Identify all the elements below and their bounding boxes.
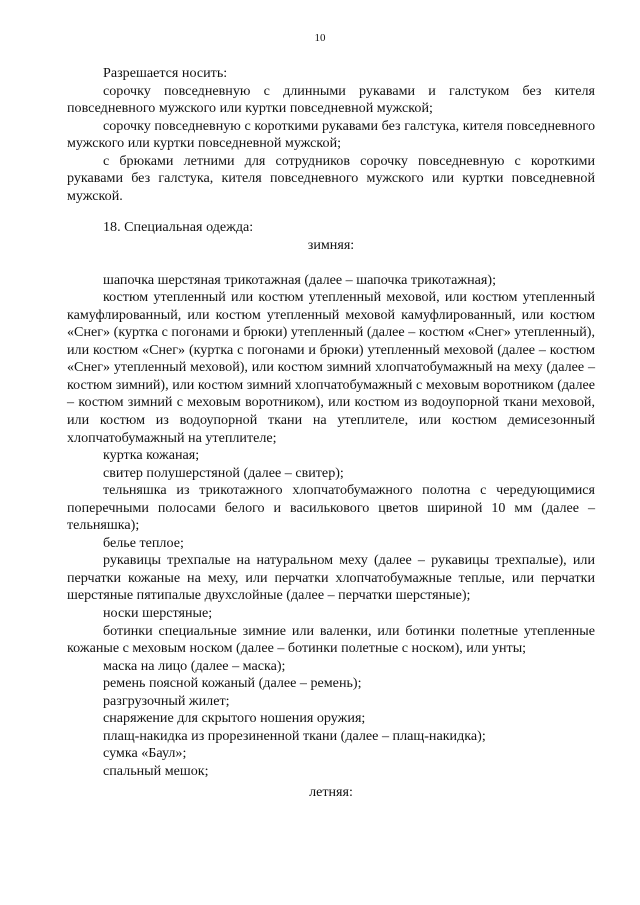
- winter-heading: зимняя:: [307, 236, 355, 253]
- winter-item: носки шерстяные;: [103, 604, 213, 621]
- winter-item: ремень поясной кожаный (далее – ремень);: [103, 675, 362, 692]
- winter-item: тельняшка из трикотажного хлопчатобумажного полотна с чередующимися поперечными полосами белого и василькового цветов шириной 10 мм (далее – тельняшка);: [67, 482, 595, 534]
- winter-item: снаряжение для скрытого ношения оружия;: [103, 710, 366, 727]
- summer-heading: летняя:: [309, 784, 353, 801]
- winter-item: маска на лицо (далее – маска);: [103, 657, 286, 674]
- allowed-item: с брюками летними для сотрудников сорочку повседневную с короткими рукавами без галстука, кителя повседневного мужского или куртки повседневной мужской.: [67, 152, 595, 204]
- allowed-item: сорочку повседневную с короткими рукавами без галстука, кителя повседневного мужского или куртки повседневной мужской;: [67, 117, 595, 152]
- winter-item: рукавицы трехпалые на натуральном меху (далее – рукавицы трехпалые), или перчатки кожаные на меху, или перчатки хлопчатобумажные теплые, или перчатки шерстяные пятипалые двухслойные (далее – перчатки шерстяные);: [67, 552, 595, 604]
- section-title: 18. Специальная одежда:: [103, 219, 254, 235]
- winter-item: куртка кожаная;: [103, 447, 200, 464]
- winter-item: спальный мешок;: [103, 762, 209, 779]
- winter-item: плащ-накидка из прорезиненной ткани (далее – плащ-накидка);: [103, 727, 486, 744]
- special-clothing-section: [67, 219, 595, 802]
- winter-item: разгрузочный жилет;: [103, 692, 230, 709]
- winter-item: ботинки специальные зимние или валенки, или ботинки полетные утепленные кожаные с меховым носком (далее – ботинки полетные с носком), или унты;: [67, 622, 595, 657]
- winter-item: свитер полушерстяной (далее – свитер);: [103, 464, 344, 481]
- allowed-item: сорочку повседневную с длинными рукавами и галстуком без кителя повседневного мужского или куртки повседневной мужской;: [67, 82, 595, 117]
- winter-item: белье теплое;: [103, 534, 184, 551]
- allowed-intro: Разрешается носить:: [103, 65, 228, 81]
- page-number: 10: [314, 32, 326, 44]
- allowed-clothing-section: [67, 65, 595, 205]
- winter-item: костюм утепленный или костюм утепленный меховой, или костюм утепленный камуфлированный, или костюм утепленный меховой камуфлированный, или костюм «Снег» (куртка с погонами и брюки) утепленный (далее – костюм «Снег» утепленный), или костюм «Снег» (куртка с погонами и брюки) утепленный меховой (далее – костюм «Снег» утепленный меховой), или костюм зимний хлопчатобумажный на меху (далее – костюм зимний), или костюм зимний хлопчатобумажный с меховым воротником (далее – костюм зимний с меховым воротником), или костюм из водоупорной ткани меховой, или костюм из водоупорной ткани на утеплителе, или костюм демисезонный хлопчатобумажный на утеплителе;: [67, 289, 595, 446]
- winter-item: сумка «Баул»;: [103, 745, 187, 762]
- winter-item: шапочка шерстяная трикотажная (далее – шапочка трикотажная);: [103, 271, 497, 288]
